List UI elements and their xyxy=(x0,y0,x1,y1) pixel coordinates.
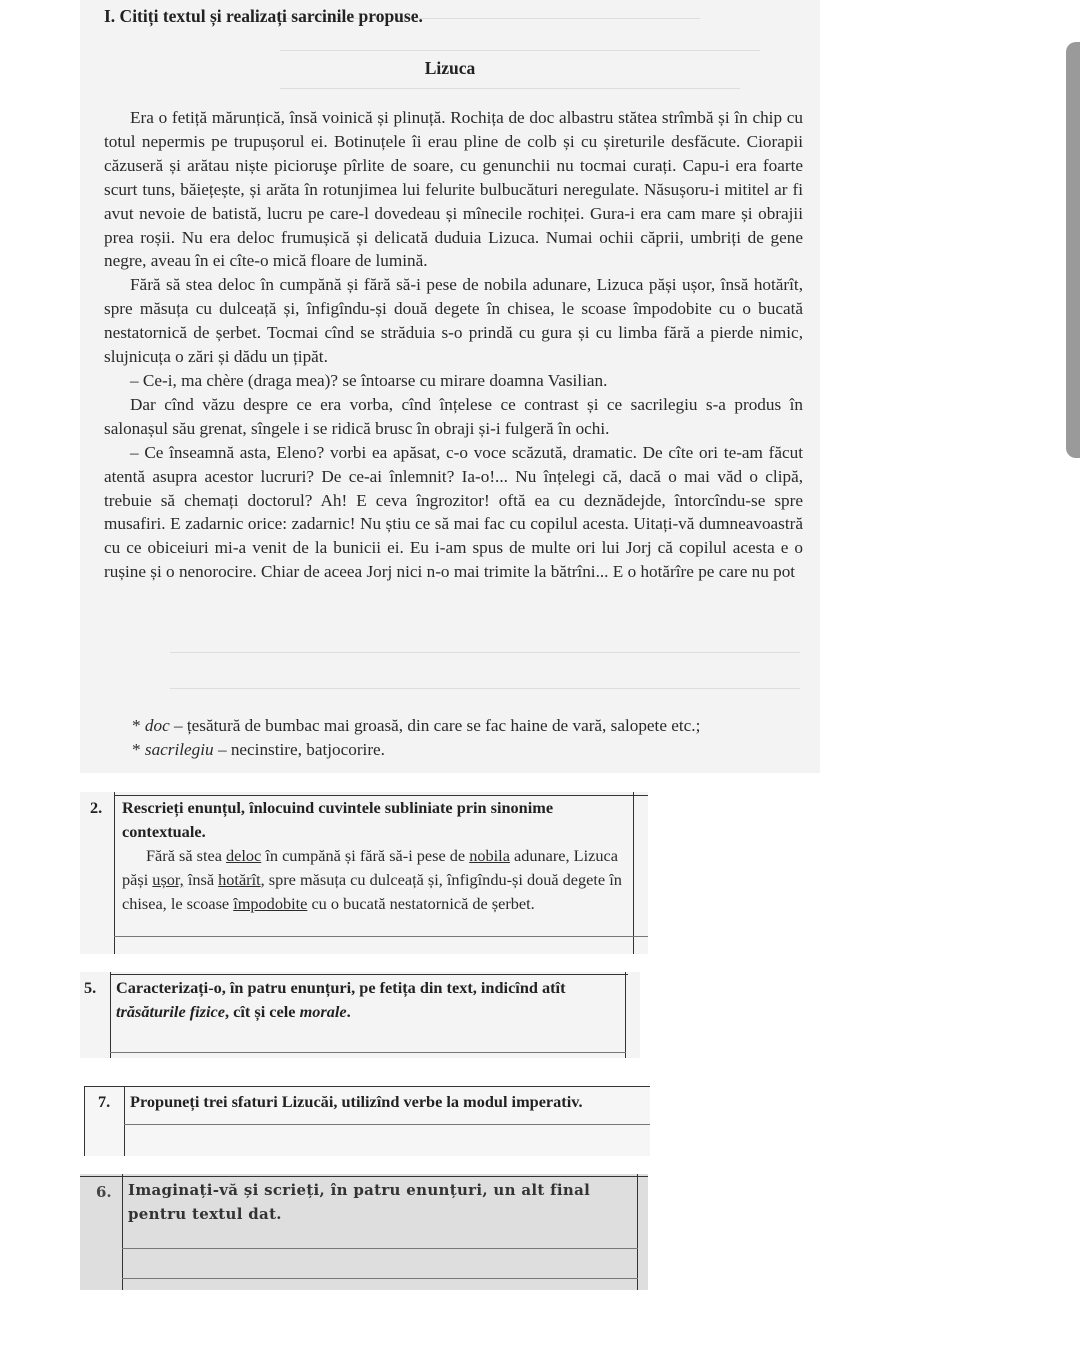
passage-text: adunare, Lizuca păși xyxy=(122,846,618,889)
box-border xyxy=(114,792,115,954)
passage-text: , spre măsuța cu dulceață și, înfigîndu-și două degete în chisea, le scoase xyxy=(122,870,622,913)
paragraph: – Ce-i, ma chère (draga mea)? se întoarse cu mirare doamna Vasilian. xyxy=(130,370,608,390)
task-2 xyxy=(80,792,648,954)
answer-line xyxy=(122,1278,638,1279)
text-title: Lizuca xyxy=(424,58,476,78)
paragraph: Fără să stea deloc în cumpănă și fără să-i pese de nobila adunare, Lizuca păși ușor, însă hotărît, spre măsuța cu dulceață și, înfigîndu-și două degete în chisea, le scoase împodobite cu o bucată nestatornică de șerbet. Tocmai cînd se străduia s-o prindă cu gura și cu limba fără a pierde nimic, slujnicuța o zări și dădu un țipăt. xyxy=(104,275,803,367)
task-question: Rescrieți enunțul, înlocuind cuvintele subliniate prin sinonime contextuale. xyxy=(122,798,554,841)
box-border xyxy=(80,1176,648,1177)
glossary-definition: – țesătură de bumbac mai groasă, din care se fac haine de vară, salopete etc.; xyxy=(174,716,701,735)
box-border xyxy=(110,972,111,1058)
task-number: 2. xyxy=(90,798,103,817)
box-border xyxy=(637,1174,638,1290)
scrollbar[interactable] xyxy=(1066,42,1080,458)
passage-text: însă xyxy=(183,870,219,889)
bleed-line xyxy=(280,88,740,89)
task-6 xyxy=(80,1174,648,1290)
glossary-item: * doc – țesătură de bumbac mai groasă, din care se fac haine de vară, salopete etc.; xyxy=(132,716,701,735)
box-border xyxy=(625,972,626,1058)
box-border xyxy=(122,1174,123,1290)
task-question xyxy=(116,976,624,1024)
question-emphasis: trăsăturile fizice xyxy=(116,1002,225,1021)
task-content xyxy=(122,796,632,916)
underlined-word: ușor, xyxy=(152,870,184,889)
task-question: Imaginați-vă și scrieți, în patru enunțuri, un alt final pentru textul dat. xyxy=(128,1181,591,1223)
textbook-page xyxy=(80,0,820,773)
glossary-definition: – necinstire, batjocorire. xyxy=(217,740,385,759)
underlined-word: deloc xyxy=(226,846,262,865)
passage-text: în cumpănă și fără să-i pese de xyxy=(261,846,470,865)
task-7 xyxy=(84,1086,650,1156)
glossary-term: doc xyxy=(144,716,170,735)
passage-text: cu o bucată nestatornică de șerbet. xyxy=(307,894,535,913)
question-text: Caracterizați-o, în patru enunțuri, pe fetița din text, indicînd atît xyxy=(116,978,566,997)
passage-text: Fără să stea xyxy=(146,846,227,865)
bleed-line xyxy=(170,652,800,653)
glossary xyxy=(132,714,812,762)
story-text xyxy=(104,106,803,584)
task-number: 6. xyxy=(96,1183,112,1201)
task-number: 5. xyxy=(84,978,97,997)
answer-line xyxy=(114,936,648,937)
answer-line xyxy=(122,1248,638,1249)
box-border xyxy=(124,1086,125,1156)
underlined-word: nobila xyxy=(469,846,510,865)
task-number: 7. xyxy=(98,1092,111,1111)
answer-line xyxy=(124,1124,650,1125)
paragraph: – Ce înseamnă asta, Eleno? vorbi ea apăsat, c-o voce scăzută, dramatic. De cîte ori te-am făcut atentă asupra acestor lucruri? De ce-ai înlemnit? Ia-o!... Nu înțelegi că, dacă o mai văd o clipă, trebuie să chemați doctorul? Ah! E ceva îngrozitor! oftă ea cu deznădejde, întorcîndu-se spre musafiri. E zadarnic orice: zadarnic! Nu știu ce să mai fac cu copilul acesta. Uitați-vă dumneavoastră cu ce obiceiuri mi-a venit de la bunicii ei. Eu i-am spus de multe ori lui Jorj că copilul acesta e o rușine și o nenorocire. Chiar de aceea Jorj nici n-o mai trimite la bătrîni... E o hotărîre pe care nu pot xyxy=(104,442,803,582)
underlined-word: hotărît xyxy=(218,870,261,889)
glossary-term: sacrilegiu xyxy=(144,740,214,759)
box-border xyxy=(84,1086,650,1087)
exercise-heading: I. Citiți textul și realizați sarcinile propuse. xyxy=(104,6,423,26)
box-border xyxy=(110,974,628,975)
paragraph: Era o fetiță mărunțică, însă voinică și plinuță. Rochița de doc albastru stătea strîmbă și în chip cu totul nepermis pe trupușorul ei. Botinuțele îi erau pline de colb și cu șireturile desfăcute. Ciorapii căzuseră și arătau niște picioruşe pîrlite de soare, cu genunchii nu tocmai curați. Capu-i era foarte scurt tuns, băiețește, și arăta în rotunjimea lui felurite bulbucături neregulate. Năsușoru-i mititel ar fi avut nevoie de batistă, lucru pe care-l dovedeau și mînecile rochiței. Gura-i era cam mare și obrajii prea roșii. Nu era deloc frumușică și delicată duduia Lizuca. Numai ochii căprii, umbriți de gene negre, aveau în ei cîte-o mică floare de lumină. xyxy=(104,108,803,271)
paragraph: Dar cînd văzu despre ce era vorba, cînd înțelese ce contrast și ce sacrilegiu s-a produs în salonașul său grenat, sîngele i se ridică brusc în obraji și-i fulgeră în ochi. xyxy=(104,394,803,438)
question-emphasis: morale xyxy=(299,1002,347,1021)
box-border xyxy=(633,792,634,954)
bleed-line xyxy=(280,50,760,51)
task-passage xyxy=(122,844,632,916)
question-text: . xyxy=(346,1002,351,1021)
task-5 xyxy=(80,972,640,1058)
question-text: , cît și cele xyxy=(225,1002,300,1021)
bleed-line xyxy=(170,688,800,689)
answer-line xyxy=(110,1052,626,1053)
underlined-word: împodobite xyxy=(233,894,308,913)
glossary-item: * sacrilegiu – necinstire, batjocorire. xyxy=(132,740,385,759)
task-question: Propuneți trei sfaturi Lizucăi, utilizînd verbe la modul imperativ. xyxy=(130,1092,583,1111)
box-border xyxy=(84,1086,85,1156)
